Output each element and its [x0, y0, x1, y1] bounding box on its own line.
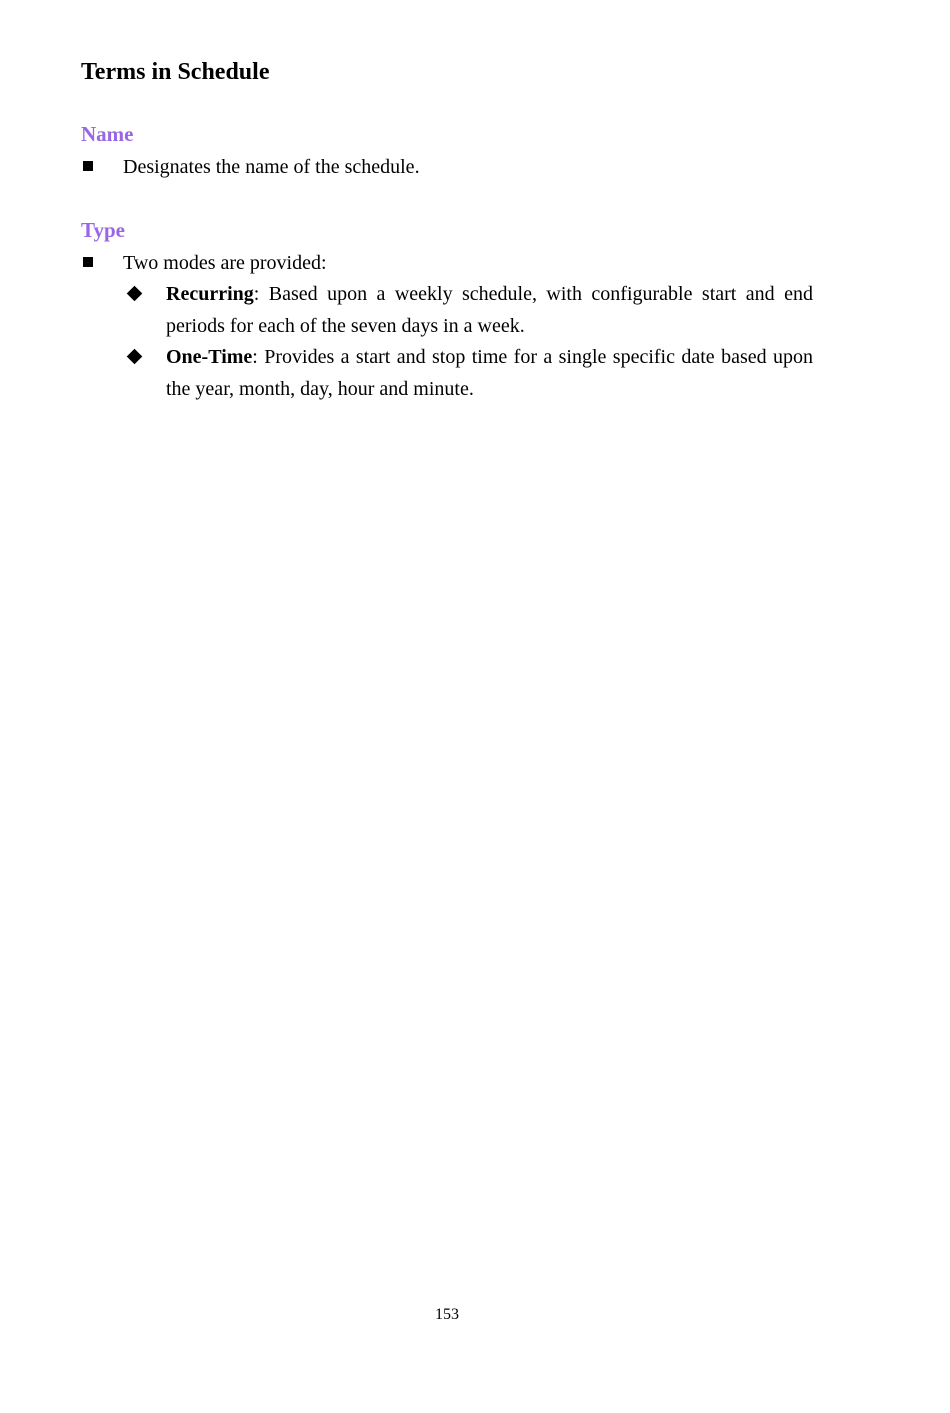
section-heading-type: Type: [81, 218, 125, 242]
term-description: : Based upon a weekly schedule, with configurable start and end periods for each of the seven days in a week.: [166, 283, 813, 337]
sub-list-item-one-time: [124, 341, 813, 405]
sub-item-text: [166, 341, 813, 405]
sub-list-item-recurring: [124, 278, 813, 342]
square-bullet-icon: [83, 161, 93, 171]
diamond-bullet-icon: [127, 349, 143, 365]
term-label: One-Time: [166, 346, 253, 368]
term-description: : Provides a start and stop time for a single specific date based upon the year, month, day, hour and minute.: [166, 346, 813, 400]
bullet-text: Designates the name of the schedule.: [123, 156, 420, 178]
term-label: Recurring: [166, 283, 254, 305]
section-heading-name: Name: [81, 122, 134, 146]
square-bullet-icon: [83, 257, 93, 267]
page-title: Terms in Schedule: [81, 59, 270, 85]
sub-item-text: [166, 278, 813, 342]
page-number: 153: [435, 1306, 459, 1323]
diamond-bullet-icon: [127, 286, 143, 302]
bullet-text: Two modes are provided:: [123, 252, 327, 274]
